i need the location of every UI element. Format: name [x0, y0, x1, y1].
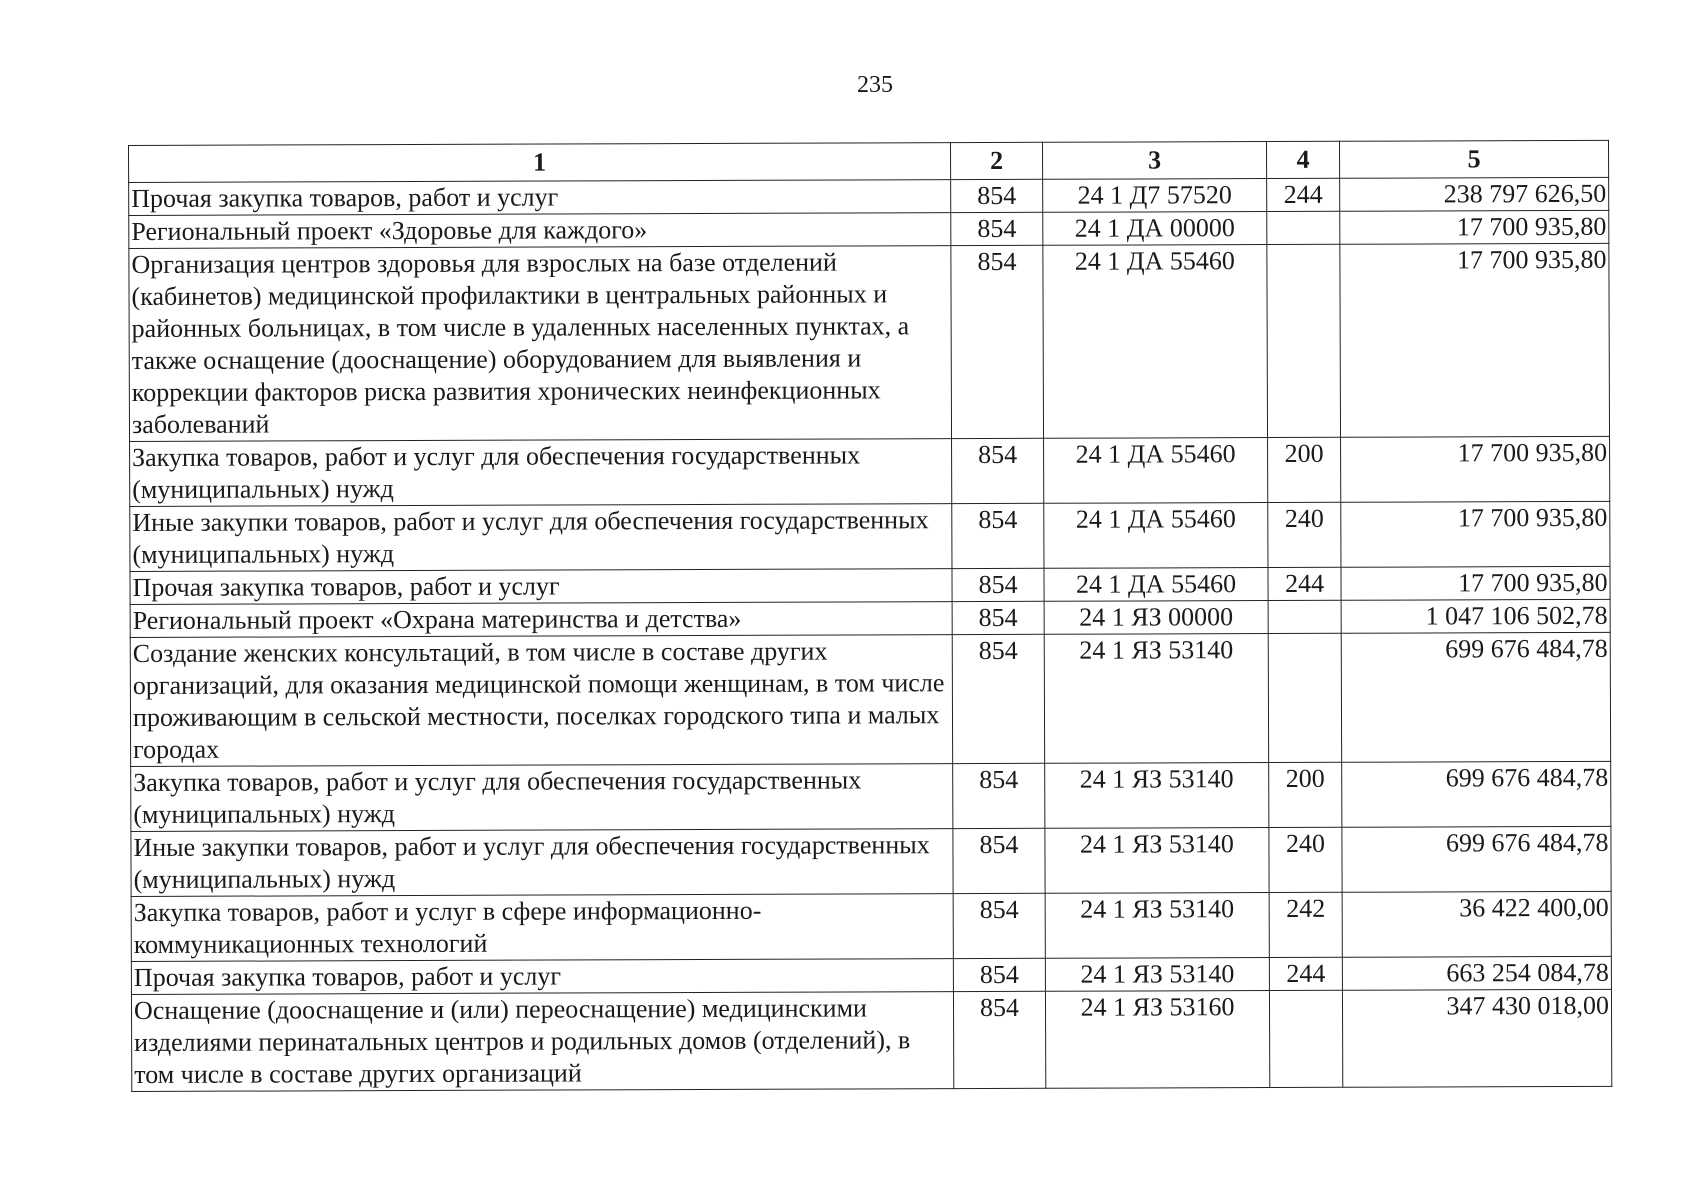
row-name-cell: Оснащение (дооснащение и (или) переоснащение) медицинскими изделиями перинатальных центров и родильных домов (отделений), в том числе в составе других организаций — [131, 992, 953, 1092]
row-col4-cell: 200 — [1268, 437, 1341, 502]
table-row — [129, 177, 1609, 215]
row-col4-cell — [1268, 600, 1341, 633]
row-col3-cell: 24 1 ЯЗ 53140 — [1045, 893, 1269, 959]
row-col4-cell: 240 — [1268, 502, 1341, 567]
row-col2-cell: 854 — [951, 179, 1043, 212]
table-row — [129, 210, 1609, 248]
row-col3-cell: 24 1 ДА 55460 — [1043, 245, 1268, 439]
row-amount-cell: 238 797 626,50 — [1340, 177, 1609, 211]
row-name-cell: Региональный проект «Охрана материнства и детства» — [130, 602, 952, 638]
row-name-cell: Региональный проект «Здоровье для каждого» — [129, 213, 951, 249]
table-row — [129, 243, 1610, 441]
row-col2-cell: 854 — [951, 245, 1044, 438]
row-amount-cell: 36 422 400,00 — [1342, 891, 1611, 957]
row-col2-cell: 854 — [952, 601, 1044, 634]
row-col2-cell: 854 — [952, 438, 1044, 503]
row-col3-cell: 24 1 ЯЗ 53140 — [1045, 958, 1269, 992]
row-col4-cell — [1269, 990, 1342, 1087]
budget-table — [128, 140, 1612, 1092]
row-amount-cell: 1 047 106 502,78 — [1341, 599, 1610, 633]
row-name-cell: Организация центров здоровья для взрослых на базе отделений (кабинетов) медицинской профилактики в центральных районных и районных больницах, в том числе в удаленных населенных пунктах, а также оснащение (дооснащение) оборудованием для выявления и коррекции факторов риска развития хронических неинфекционных заболеваний — [129, 246, 952, 442]
row-col2-cell: 854 — [953, 958, 1045, 991]
row-col2-cell: 854 — [952, 634, 1044, 763]
row-amount-cell: 17 700 935,80 — [1341, 566, 1610, 600]
row-name-cell: Создание женских консультаций, в том числе в составе других организаций, для оказания медицинской помощи женщинам, в том числе проживающим в сельской местности, поселках городского типа и малых городах — [130, 635, 952, 767]
row-name-cell: Прочая закупка товаров, работ и услуг — [131, 959, 953, 995]
row-col4-cell: 200 — [1269, 762, 1342, 827]
column-header-1: 1 — [129, 143, 951, 183]
table-header-row — [129, 140, 1609, 182]
row-col2-cell: 854 — [953, 763, 1045, 828]
table-row — [131, 989, 1611, 1091]
row-name-cell: Прочая закупка товаров, работ и услуг — [129, 180, 951, 216]
row-col4-cell: 242 — [1269, 892, 1342, 957]
row-name-cell: Иные закупки товаров, работ и услуг для обеспечения государственных (муниципальных) нужд — [130, 504, 952, 572]
row-col3-cell: 24 1 ЯЗ 53140 — [1044, 634, 1268, 764]
row-col4-cell: 244 — [1268, 567, 1341, 600]
row-amount-cell: 17 700 935,80 — [1341, 436, 1610, 502]
row-amount-cell: 17 700 935,80 — [1341, 501, 1610, 567]
row-col3-cell: 24 1 ДА 55460 — [1044, 438, 1268, 504]
table-row — [130, 599, 1610, 637]
table-row — [130, 566, 1610, 604]
row-amount-cell: 663 254 084,78 — [1342, 956, 1611, 990]
row-col2-cell: 854 — [952, 503, 1044, 568]
row-col3-cell: 24 1 ДА 55460 — [1044, 503, 1268, 569]
row-col3-cell: 24 1 ДА 55460 — [1044, 568, 1268, 602]
row-col4-cell — [1268, 633, 1341, 762]
table-row — [131, 826, 1611, 896]
row-col3-cell: 24 1 ЯЗ 53140 — [1045, 763, 1269, 829]
row-col3-cell: 24 1 Д7 57520 — [1043, 179, 1267, 213]
row-col4-cell — [1267, 244, 1341, 437]
row-amount-cell: 699 676 484,78 — [1342, 826, 1611, 892]
row-amount-cell: 17 700 935,80 — [1340, 210, 1609, 244]
row-amount-cell: 699 676 484,78 — [1341, 632, 1610, 762]
row-amount-cell: 699 676 484,78 — [1342, 761, 1611, 827]
table-row — [130, 501, 1610, 571]
column-header-2: 2 — [950, 142, 1042, 179]
row-col4-cell: 244 — [1269, 957, 1342, 990]
row-col3-cell: 24 1 ЯЗ 53160 — [1045, 991, 1269, 1089]
row-amount-cell: 17 700 935,80 — [1340, 243, 1610, 437]
table-row — [131, 956, 1611, 994]
row-name-cell: Закупка товаров, работ и услуг для обеспечения государственных (муниципальных) нужд — [131, 764, 953, 832]
table-row — [130, 632, 1610, 766]
row-col2-cell: 854 — [953, 991, 1045, 1088]
table-row — [131, 761, 1611, 831]
row-col4-cell: 240 — [1269, 827, 1342, 892]
row-col3-cell: 24 1 ДА 00000 — [1043, 212, 1267, 246]
row-col3-cell: 24 1 ЯЗ 53140 — [1045, 828, 1269, 894]
row-name-cell: Закупка товаров, работ и услуг для обеспечения государственных (муниципальных) нужд — [130, 439, 952, 507]
table-row — [131, 891, 1611, 961]
column-header-5: 5 — [1339, 140, 1608, 178]
row-col4-cell: 244 — [1267, 178, 1340, 211]
table-row — [130, 436, 1610, 506]
column-header-4: 4 — [1266, 141, 1339, 178]
row-col2-cell: 854 — [953, 828, 1045, 893]
row-col2-cell: 854 — [951, 212, 1043, 245]
column-header-3: 3 — [1042, 142, 1266, 180]
page-number: 235 — [857, 72, 893, 98]
row-col2-cell: 854 — [953, 893, 1045, 958]
row-name-cell: Закупка товаров, работ и услуг в сфере информационно-коммуникационных технологий — [131, 894, 953, 962]
row-col3-cell: 24 1 ЯЗ 00000 — [1044, 601, 1268, 635]
row-col4-cell — [1267, 211, 1340, 244]
row-col2-cell: 854 — [952, 568, 1044, 601]
row-name-cell: Иные закупки товаров, работ и услуг для обеспечения государственных (муниципальных) нужд — [131, 829, 953, 897]
row-name-cell: Прочая закупка товаров, работ и услуг — [130, 569, 952, 605]
row-amount-cell: 347 430 018,00 — [1342, 989, 1611, 1087]
